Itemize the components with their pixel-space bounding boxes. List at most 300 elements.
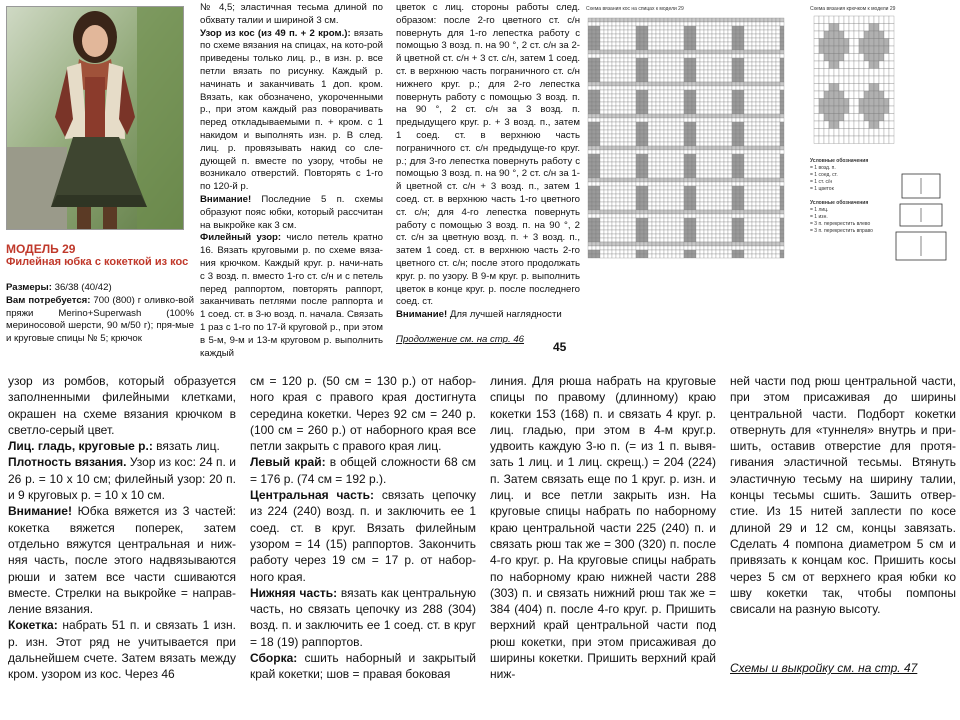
- chart-cell: [656, 254, 660, 258]
- chart-cell: [672, 138, 676, 142]
- chart-cell: [772, 222, 776, 226]
- chart-cell: [744, 250, 748, 254]
- chart-cell: [620, 230, 624, 234]
- chart-cell: [592, 166, 596, 170]
- chart-cell: [676, 78, 680, 82]
- chart-cell: [700, 230, 704, 234]
- chart-cell: [740, 34, 744, 38]
- chart-cell: [644, 42, 648, 46]
- chart-cell: [652, 62, 656, 66]
- chart-cell: [596, 102, 600, 106]
- chart-cell: [824, 99, 829, 107]
- chart-cell: [680, 22, 684, 26]
- chart-cell: [652, 34, 656, 38]
- chart-cell: [724, 126, 728, 130]
- chart-cell: [864, 16, 869, 24]
- chart-cell: [588, 66, 592, 70]
- chart-cell: [692, 122, 696, 126]
- chart-cell: [592, 90, 596, 94]
- chart-cell: [696, 222, 700, 226]
- chart-cell: [700, 190, 704, 194]
- chart-cell: [712, 54, 716, 58]
- chart-cell: [656, 214, 660, 218]
- chart-cell: [600, 70, 604, 74]
- chart-cell: [704, 90, 708, 94]
- chart-cell: [708, 206, 712, 210]
- chart-cell: [760, 110, 764, 114]
- chart-cell: [636, 146, 640, 150]
- chart-cell: [644, 254, 648, 258]
- chart-cell: [704, 202, 708, 206]
- chart-cell: [780, 90, 784, 94]
- chart-cell: [752, 222, 756, 226]
- chart-cell: [760, 102, 764, 106]
- chart-cell: [764, 174, 768, 178]
- chart-cell: [624, 94, 628, 98]
- chart-cell: [632, 202, 636, 206]
- chart-cell: [692, 206, 696, 210]
- chart-cell: [624, 210, 628, 214]
- chart-cell: [648, 194, 652, 198]
- chart-cell: [716, 118, 720, 122]
- chart-cell: [724, 178, 728, 182]
- chart-cell: [844, 16, 849, 24]
- chart-cell: [648, 130, 652, 134]
- chart-cell: [612, 194, 616, 198]
- chart-cell: [616, 234, 620, 238]
- chart-cell: [632, 162, 636, 166]
- chart-cell: [764, 118, 768, 122]
- chart-cell: [700, 50, 704, 54]
- chart-cell: [644, 210, 648, 214]
- chart-cell: [632, 138, 636, 142]
- chart-cell: [869, 61, 874, 69]
- chart-cell: [660, 178, 664, 182]
- chart-cell: [772, 154, 776, 158]
- chart-cell: [612, 122, 616, 126]
- chart-cell: [696, 218, 700, 222]
- chart-cell: [700, 22, 704, 26]
- chart-cell: [660, 110, 664, 114]
- chart-cell: [672, 102, 676, 106]
- chart-cell: [628, 26, 632, 30]
- chart-cell: [752, 150, 756, 154]
- chart-cell: [736, 242, 740, 246]
- chart-cell: [640, 22, 644, 26]
- chart-cell: [724, 98, 728, 102]
- chart-cell: [660, 250, 664, 254]
- chart-cell: [712, 58, 716, 62]
- chart-cell: [712, 38, 716, 42]
- chart-cell: [760, 50, 764, 54]
- chart-cell: [732, 98, 736, 102]
- chart-cell: [608, 26, 612, 30]
- chart-cell: [720, 186, 724, 190]
- chart-cell: [616, 82, 620, 86]
- chart-cell: [874, 129, 879, 137]
- chart-cell: [696, 150, 700, 154]
- chart-cell: [612, 74, 616, 78]
- chart-cell: [620, 242, 624, 246]
- chart-cell: [712, 46, 716, 50]
- chart-cell: [596, 230, 600, 234]
- chart-cell: [628, 170, 632, 174]
- chart-cell: [696, 198, 700, 202]
- chart-cell: [764, 70, 768, 74]
- bottom-column-1: [8, 373, 236, 683]
- chart-cell: [660, 186, 664, 190]
- chart-cell: [829, 31, 834, 39]
- chart-cell: [588, 46, 592, 50]
- chart-cell: [776, 246, 780, 250]
- chart-cell: [652, 142, 656, 146]
- chart-cell: [692, 126, 696, 130]
- chart-cell: [668, 126, 672, 130]
- chart-cell: [656, 134, 660, 138]
- chart-cell: [628, 22, 632, 26]
- chart-cell: [616, 130, 620, 134]
- chart-cell: [676, 74, 680, 78]
- chart-cell: [704, 190, 708, 194]
- chart-cell: [656, 174, 660, 178]
- chart-cell: [660, 90, 664, 94]
- chart-cell: [636, 214, 640, 218]
- chart-cell: [692, 38, 696, 42]
- chart-cell: [588, 250, 592, 254]
- chart-cell: [772, 242, 776, 246]
- chart-cell: [648, 70, 652, 74]
- chart-cell: [692, 138, 696, 142]
- chart-cell: [744, 158, 748, 162]
- chart-cell: [588, 162, 592, 166]
- chart-cell: [636, 162, 640, 166]
- chart-cell: [740, 162, 744, 166]
- chart-cell: [724, 226, 728, 230]
- chart-cell: [696, 78, 700, 82]
- chart-cell: [588, 202, 592, 206]
- chart-cell: [756, 90, 760, 94]
- chart-cell: [780, 182, 784, 186]
- chart-cell: [844, 76, 849, 84]
- chart-cell: [752, 110, 756, 114]
- paragraph-heading: Внимание!: [200, 193, 252, 205]
- chart-cell: [612, 206, 616, 210]
- chart-cell: [700, 178, 704, 182]
- chart-cell: [889, 114, 894, 122]
- chart-cell: [756, 66, 760, 70]
- chart-cell: [664, 54, 668, 58]
- chart-cell: [592, 30, 596, 34]
- chart-cell: [624, 214, 628, 218]
- chart-cell: [724, 154, 728, 158]
- chart-cell: [752, 194, 756, 198]
- chart-cell: [859, 114, 864, 122]
- chart-cell: [612, 22, 616, 26]
- chart-cell: [764, 54, 768, 58]
- chart-cell: [752, 106, 756, 110]
- legend-item: = 1 цветок: [810, 186, 834, 192]
- chart-cell: [824, 39, 829, 47]
- chart-cell: [604, 182, 608, 186]
- chart-cell: [672, 162, 676, 166]
- chart-cell: [780, 122, 784, 126]
- chart-cell: [756, 50, 760, 54]
- chart-cell: [748, 126, 752, 130]
- chart-cell: [732, 70, 736, 74]
- chart-cell: [612, 214, 616, 218]
- chart-cell: [620, 26, 624, 30]
- chart-cell: [752, 98, 756, 102]
- chart-cell: [864, 91, 869, 99]
- chart-cell: [736, 210, 740, 214]
- chart-cell: [660, 38, 664, 42]
- chart-cell: [692, 34, 696, 38]
- chart-cell: [664, 70, 668, 74]
- chart-cell: [628, 230, 632, 234]
- chart-cell: [772, 178, 776, 182]
- chart-cell: [624, 122, 628, 126]
- chart-cell: [708, 222, 712, 226]
- chart-cell: [720, 74, 724, 78]
- chart-cell: [772, 22, 776, 26]
- chart-cell: [632, 142, 636, 146]
- chart-cell: [756, 146, 760, 150]
- chart-cell: [616, 158, 620, 162]
- chart-cell: [756, 106, 760, 110]
- chart-cell: [608, 22, 612, 26]
- chart-cell: [672, 42, 676, 46]
- chart-cell: [740, 222, 744, 226]
- chart-cell: [834, 61, 839, 69]
- chart-cell: [724, 118, 728, 122]
- chart-cell: [780, 178, 784, 182]
- chart-cell: [692, 50, 696, 54]
- chart-cell: [688, 34, 692, 38]
- chart-cell: [696, 158, 700, 162]
- chart-cell: [752, 50, 756, 54]
- chart-cell: [704, 78, 708, 82]
- chart-cell: [588, 178, 592, 182]
- chart-cell: [728, 90, 732, 94]
- chart-cell: [620, 90, 624, 94]
- chart-cell: [764, 162, 768, 166]
- chart-cell: [704, 82, 708, 86]
- chart-cell: [772, 94, 776, 98]
- chart-cell: [720, 166, 724, 170]
- chart-cell: [648, 210, 652, 214]
- chart-cell: [768, 50, 772, 54]
- chart-cell: [668, 154, 672, 158]
- chart-cell: [608, 214, 612, 218]
- chart-cell: [760, 186, 764, 190]
- chart-cell: [756, 42, 760, 46]
- chart-cell: [660, 46, 664, 50]
- chart-cell: [636, 210, 640, 214]
- chart-cell: [744, 98, 748, 102]
- chart-cell: [764, 130, 768, 134]
- chart-cell: [592, 42, 596, 46]
- chart-cell: [839, 46, 844, 54]
- chart-cell: [764, 250, 768, 254]
- chart-cell: [696, 210, 700, 214]
- chart-cell: [768, 214, 772, 218]
- chart-cell: [732, 242, 736, 246]
- chart-cell: [680, 94, 684, 98]
- chart-cell: [874, 61, 879, 69]
- chart-cell: [768, 162, 772, 166]
- chart-cell: [752, 254, 756, 258]
- chart-cell: [620, 170, 624, 174]
- chart-cell: [600, 18, 604, 22]
- chart-cell: [620, 54, 624, 58]
- chart-cell: [600, 238, 604, 242]
- chart-cell: [700, 226, 704, 230]
- chart-cell: [648, 254, 652, 258]
- chart-cell: [652, 154, 656, 158]
- chart-cell: [620, 238, 624, 242]
- chart-cell: [736, 202, 740, 206]
- chart-cell: [624, 162, 628, 166]
- chart-cell: [728, 94, 732, 98]
- chart-cell: [736, 170, 740, 174]
- chart-cell: [889, 84, 894, 92]
- chart-cell: [716, 22, 720, 26]
- chart-cell: [632, 246, 636, 250]
- chart-cell: [760, 238, 764, 242]
- chart-cell: [760, 202, 764, 206]
- chart-cell: [732, 234, 736, 238]
- chart-cell: [740, 226, 744, 230]
- chart-cell: [736, 38, 740, 42]
- chart-cell: [760, 234, 764, 238]
- chart-cell: [648, 150, 652, 154]
- chart-cell: [744, 254, 748, 258]
- chart-cell: [752, 102, 756, 106]
- chart-cell: [776, 26, 780, 30]
- chart-cell: [768, 98, 772, 102]
- chart-cell: [628, 114, 632, 118]
- chart-cell: [720, 222, 724, 226]
- chart-cell: [624, 98, 628, 102]
- chart-cell: [632, 182, 636, 186]
- chart-cell: [869, 129, 874, 137]
- chart-cell: [869, 31, 874, 39]
- chart-cell: [740, 170, 744, 174]
- chart-cell: [664, 94, 668, 98]
- chart-cell: [640, 250, 644, 254]
- chart-cell: [740, 138, 744, 142]
- chart-cell: [704, 126, 708, 130]
- chart-cell: [849, 99, 854, 107]
- chart-cell: [744, 86, 748, 90]
- paragraph: [8, 373, 236, 438]
- chart-cell: [592, 18, 596, 22]
- chart-cell: [672, 222, 676, 226]
- chart-cell: [588, 22, 592, 26]
- chart-cell: [676, 30, 680, 34]
- chart-cell: [736, 166, 740, 170]
- chart-cell: [624, 174, 628, 178]
- chart-cell: [592, 202, 596, 206]
- chart-cell: [756, 178, 760, 182]
- chart-cell: [780, 150, 784, 154]
- chart-cell: [636, 166, 640, 170]
- chart-cell: [648, 106, 652, 110]
- chart-cell: [600, 102, 604, 106]
- chart-cell: [708, 246, 712, 250]
- chart-cell: [744, 74, 748, 78]
- chart-cell: [768, 174, 772, 178]
- chart-cell: [884, 54, 889, 62]
- chart-cell: [656, 42, 660, 46]
- chart-cell: [696, 250, 700, 254]
- chart-cell: [636, 150, 640, 154]
- chart-cell: [624, 202, 628, 206]
- chart-cell: [592, 70, 596, 74]
- chart-cell: [744, 190, 748, 194]
- chart-cell: [748, 242, 752, 246]
- chart-cell: [752, 190, 756, 194]
- chart-cell: [656, 94, 660, 98]
- chart-cell: [676, 174, 680, 178]
- chart-cell: [596, 166, 600, 170]
- chart-cell: [620, 146, 624, 150]
- chart-cell: [879, 84, 884, 92]
- chart-cell: [756, 78, 760, 82]
- chart-cell: [628, 102, 632, 106]
- chart-cell: [768, 26, 772, 30]
- chart-cell: [829, 46, 834, 54]
- chart-cell: [728, 74, 732, 78]
- chart-cell: [768, 126, 772, 130]
- chart-cell: [652, 194, 656, 198]
- chart-cell: [684, 246, 688, 250]
- chart-cell: [732, 190, 736, 194]
- chart-cell: [668, 206, 672, 210]
- chart-cell: [704, 166, 708, 170]
- chart-cell: [716, 230, 720, 234]
- chart-cell: [636, 126, 640, 130]
- chart-cell: [716, 110, 720, 114]
- chart-cell: [764, 94, 768, 98]
- chart-cell: [712, 194, 716, 198]
- crochet-chart-caption: Схема вязания крючком к модели 29: [810, 6, 896, 12]
- chart-cell: [656, 66, 660, 70]
- chart-cell: [744, 50, 748, 54]
- chart-cell: [736, 174, 740, 178]
- chart-cell: [740, 194, 744, 198]
- chart-cell: [600, 134, 604, 138]
- chart-cell: [604, 106, 608, 110]
- chart-cell: [592, 34, 596, 38]
- chart-cell: [744, 154, 748, 158]
- chart-cell: [720, 38, 724, 42]
- chart-cell: [668, 226, 672, 230]
- chart-cell: [592, 162, 596, 166]
- chart-cell: [884, 16, 889, 24]
- chart-cell: [676, 210, 680, 214]
- chart-cell: [829, 84, 834, 92]
- chart-cell: [620, 118, 624, 122]
- chart-cell: [668, 186, 672, 190]
- chart-cell: [672, 158, 676, 162]
- chart-cell: [620, 86, 624, 90]
- chart-cell: [720, 82, 724, 86]
- chart-cell: [688, 38, 692, 42]
- chart-cell: [600, 94, 604, 98]
- chart-cell: [724, 150, 728, 154]
- chart-cell: [849, 69, 854, 77]
